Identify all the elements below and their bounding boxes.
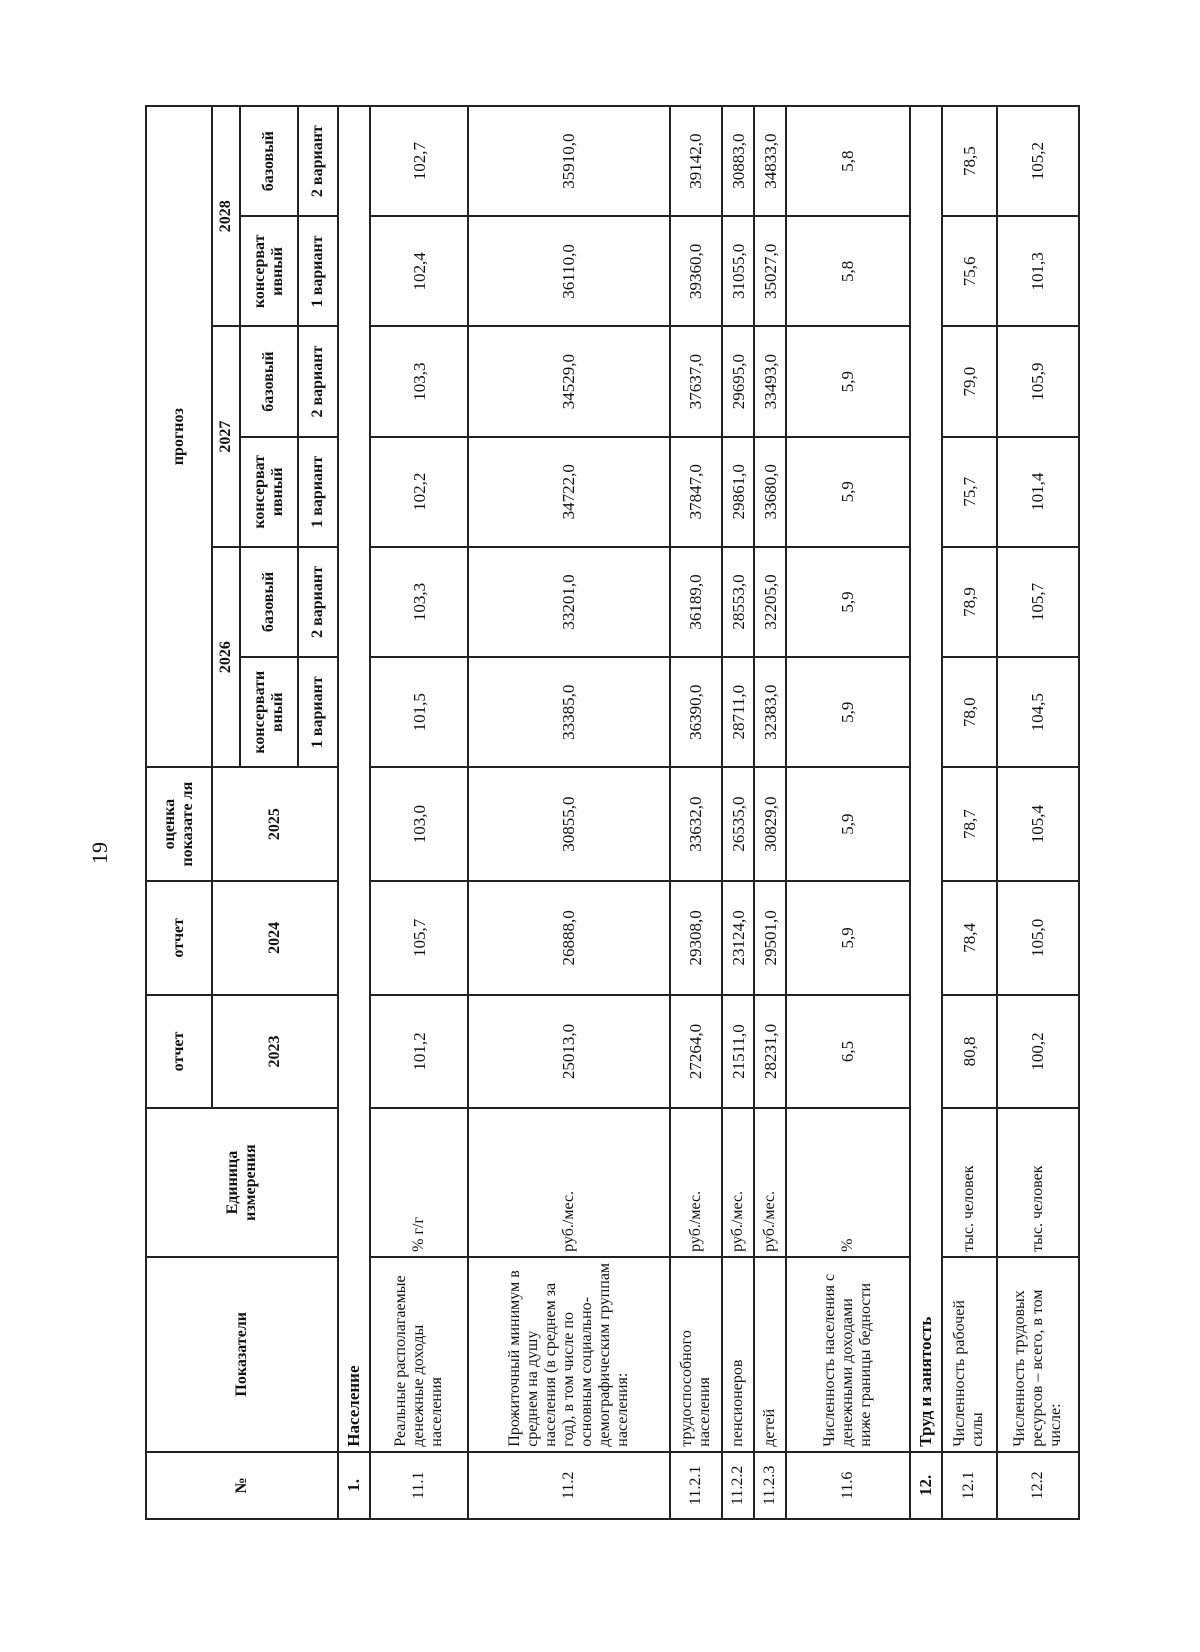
- cell-2027-v1: 5,9: [786, 437, 910, 547]
- cell-2025: 26535,0: [722, 767, 754, 881]
- cell-2027-v2: 103,3: [370, 326, 468, 436]
- cell-2024: 5,9: [786, 881, 910, 995]
- cell-2024: 29308,0: [670, 881, 723, 995]
- cell-2026-v2: 33201,0: [468, 547, 669, 657]
- cell-2028-v1: 36110,0: [468, 216, 669, 326]
- cell-2027-v1: 29861,0: [722, 437, 754, 547]
- cell-2028-v1: 35027,0: [754, 216, 786, 326]
- cell-2026-v1: 5,9: [786, 657, 910, 767]
- cell-2023: 80,8: [942, 995, 997, 1109]
- cell-2026-v2: 103,3: [370, 547, 468, 657]
- cell-2026-v2: 78,9: [942, 547, 997, 657]
- header-year-2026: 2026: [212, 547, 240, 767]
- cell-2028-v2: 105,2: [997, 106, 1079, 216]
- cell-2025: 105,4: [997, 767, 1079, 881]
- table-row: [722, 106, 754, 1519]
- header-year-2023: 2023: [212, 995, 338, 1109]
- table-row: [468, 106, 669, 1519]
- cell-2026-v2: 28553,0: [722, 547, 754, 657]
- header-indicator: Показатели: [146, 1257, 338, 1452]
- header-estimate: оценка показате ля: [146, 767, 212, 881]
- row-indicator: Численность трудовых ресурсов – всего, в том числе:: [997, 1257, 1079, 1452]
- header-year-2027: 2027: [212, 326, 240, 546]
- section-row-population: [338, 106, 370, 1519]
- row-no: 12.1: [942, 1452, 997, 1519]
- rotated-table-container: [145, 105, 1080, 1520]
- row-no: 11.2.3: [754, 1452, 786, 1519]
- cell-2026-v1: 78,0: [942, 657, 997, 767]
- cell-2027-v1: 33680,0: [754, 437, 786, 547]
- cell-2028-v1: 75,6: [942, 216, 997, 326]
- header-variant2-2028: 2 вариант: [298, 106, 338, 216]
- cell-2025: 103,0: [370, 767, 468, 881]
- row-indicator: пенсионеров: [722, 1257, 754, 1452]
- header-no: №: [146, 1452, 338, 1519]
- row-unit: руб./мес.: [468, 1108, 669, 1256]
- section-row-labor: [910, 106, 942, 1519]
- header-year-2028: 2028: [212, 106, 240, 326]
- row-indicator: Реальные располагаемые денежные доходы населения: [370, 1257, 468, 1452]
- cell-2027-v2: 79,0: [942, 326, 997, 436]
- cell-2023: 21511,0: [722, 995, 754, 1109]
- table-row: [370, 106, 468, 1519]
- cell-2026-v2: 36189,0: [670, 547, 723, 657]
- header-report-2023: отчет: [146, 995, 212, 1109]
- cell-2028-v2: 39142,0: [670, 106, 723, 216]
- cell-2023: 25013,0: [468, 995, 669, 1109]
- header-base-2026: базовый: [240, 547, 298, 657]
- row-no: 11.2.1: [670, 1452, 723, 1519]
- cell-2026-v1: 32383,0: [754, 657, 786, 767]
- forecast-table: [145, 105, 1080, 1520]
- cell-2028-v1: 39360,0: [670, 216, 723, 326]
- cell-2026-v1: 33385,0: [468, 657, 669, 767]
- section-title: Население: [338, 106, 370, 1452]
- row-unit: тыс. человек: [942, 1108, 997, 1256]
- cell-2027-v2: 34529,0: [468, 326, 669, 436]
- row-no: 11.6: [786, 1452, 910, 1519]
- cell-2025: 5,9: [786, 767, 910, 881]
- cell-2027-v1: 34722,0: [468, 437, 669, 547]
- cell-2025: 78,7: [942, 767, 997, 881]
- section-no: 12.: [910, 1452, 942, 1519]
- header-conservative-2026: консервати вный: [240, 657, 298, 767]
- cell-2025: 30829,0: [754, 767, 786, 881]
- table-row: [786, 106, 910, 1519]
- header-variant2-2026: 2 вариант: [298, 547, 338, 657]
- cell-2028-v2: 102,7: [370, 106, 468, 216]
- header-unit: Единица измерения: [146, 1108, 338, 1256]
- table-row: [997, 106, 1079, 1519]
- cell-2026-v1: 104,5: [997, 657, 1079, 767]
- cell-2028-v1: 102,4: [370, 216, 468, 326]
- row-indicator: Прожиточный минимум в среднем на душу населения (в среднем за год), в том числе по основным социально-демографическим группам населения:: [468, 1257, 669, 1452]
- cell-2028-v2: 35910,0: [468, 106, 669, 216]
- header-variant2-2027: 2 вариант: [298, 326, 338, 436]
- row-unit: руб./мес.: [754, 1108, 786, 1256]
- section-no: 1.: [338, 1452, 370, 1519]
- header-variant1-2028: 1 вариант: [298, 216, 338, 326]
- header-report-2024: отчет: [146, 881, 212, 995]
- cell-2028-v2: 78,5: [942, 106, 997, 216]
- cell-2026-v1: 28711,0: [722, 657, 754, 767]
- cell-2024: 23124,0: [722, 881, 754, 995]
- row-indicator: Численность рабочей силы: [942, 1257, 997, 1452]
- header-forecast: прогноз: [146, 106, 212, 767]
- cell-2026-v1: 36390,0: [670, 657, 723, 767]
- header-year-2024: 2024: [212, 881, 338, 995]
- row-unit: руб./мес.: [670, 1108, 723, 1256]
- cell-2027-v1: 75,7: [942, 437, 997, 547]
- header-base-2027: базовый: [240, 326, 298, 436]
- cell-2027-v2: 33493,0: [754, 326, 786, 436]
- section-title: Труд и занятость: [910, 106, 942, 1452]
- cell-2028-v1: 31055,0: [722, 216, 754, 326]
- cell-2023: 28231,0: [754, 995, 786, 1109]
- cell-2023: 101,2: [370, 995, 468, 1109]
- row-indicator: детей: [754, 1257, 786, 1452]
- table-row: [670, 106, 723, 1519]
- cell-2024: 105,7: [370, 881, 468, 995]
- cell-2027-v1: 102,2: [370, 437, 468, 547]
- cell-2028-v1: 101,3: [997, 216, 1079, 326]
- table-row: [754, 106, 786, 1519]
- cell-2023: 6,5: [786, 995, 910, 1109]
- cell-2027-v1: 37847,0: [670, 437, 723, 547]
- cell-2023: 27264,0: [670, 995, 723, 1109]
- row-unit: руб./мес.: [722, 1108, 754, 1256]
- row-no: 11.2.2: [722, 1452, 754, 1519]
- row-indicator: трудоспособного населения: [670, 1257, 723, 1452]
- cell-2028-v2: 30883,0: [722, 106, 754, 216]
- header-conservative-2028: консерват ивный: [240, 216, 298, 326]
- cell-2024: 26888,0: [468, 881, 669, 995]
- row-no: 12.2: [997, 1452, 1079, 1519]
- cell-2025: 33632,0: [670, 767, 723, 881]
- cell-2023: 100,2: [997, 995, 1079, 1109]
- header-base-2028: базовый: [240, 106, 298, 216]
- page-number: 19: [87, 842, 112, 864]
- row-unit: % г/г: [370, 1108, 468, 1256]
- row-unit: тыс. человек: [997, 1108, 1079, 1256]
- header-year-2025: 2025: [212, 767, 338, 881]
- row-indicator: Численность населения с денежными доходами ниже границы бедности: [786, 1257, 910, 1452]
- table-row: [942, 106, 997, 1519]
- cell-2027-v2: 37637,0: [670, 326, 723, 436]
- cell-2026-v2: 5,9: [786, 547, 910, 657]
- cell-2027-v2: 29695,0: [722, 326, 754, 436]
- cell-2027-v1: 101,4: [997, 437, 1079, 547]
- row-no: 11.1: [370, 1452, 468, 1519]
- cell-2028-v2: 5,8: [786, 106, 910, 216]
- cell-2024: 29501,0: [754, 881, 786, 995]
- cell-2024: 105,0: [997, 881, 1079, 995]
- row-no: 11.2: [468, 1452, 669, 1519]
- cell-2027-v2: 105,9: [997, 326, 1079, 436]
- cell-2024: 78,4: [942, 881, 997, 995]
- cell-2028-v2: 34833,0: [754, 106, 786, 216]
- cell-2026-v1: 101,5: [370, 657, 468, 767]
- cell-2026-v2: 105,7: [997, 547, 1079, 657]
- header-variant1-2026: 1 вариант: [298, 657, 338, 767]
- row-unit: %: [786, 1108, 910, 1256]
- cell-2028-v1: 5,8: [786, 216, 910, 326]
- cell-2027-v2: 5,9: [786, 326, 910, 436]
- cell-2025: 30855,0: [468, 767, 669, 881]
- header-variant1-2027: 1 вариант: [298, 437, 338, 547]
- cell-2026-v2: 32205,0: [754, 547, 786, 657]
- header-conservative-2027: консерват ивный: [240, 437, 298, 547]
